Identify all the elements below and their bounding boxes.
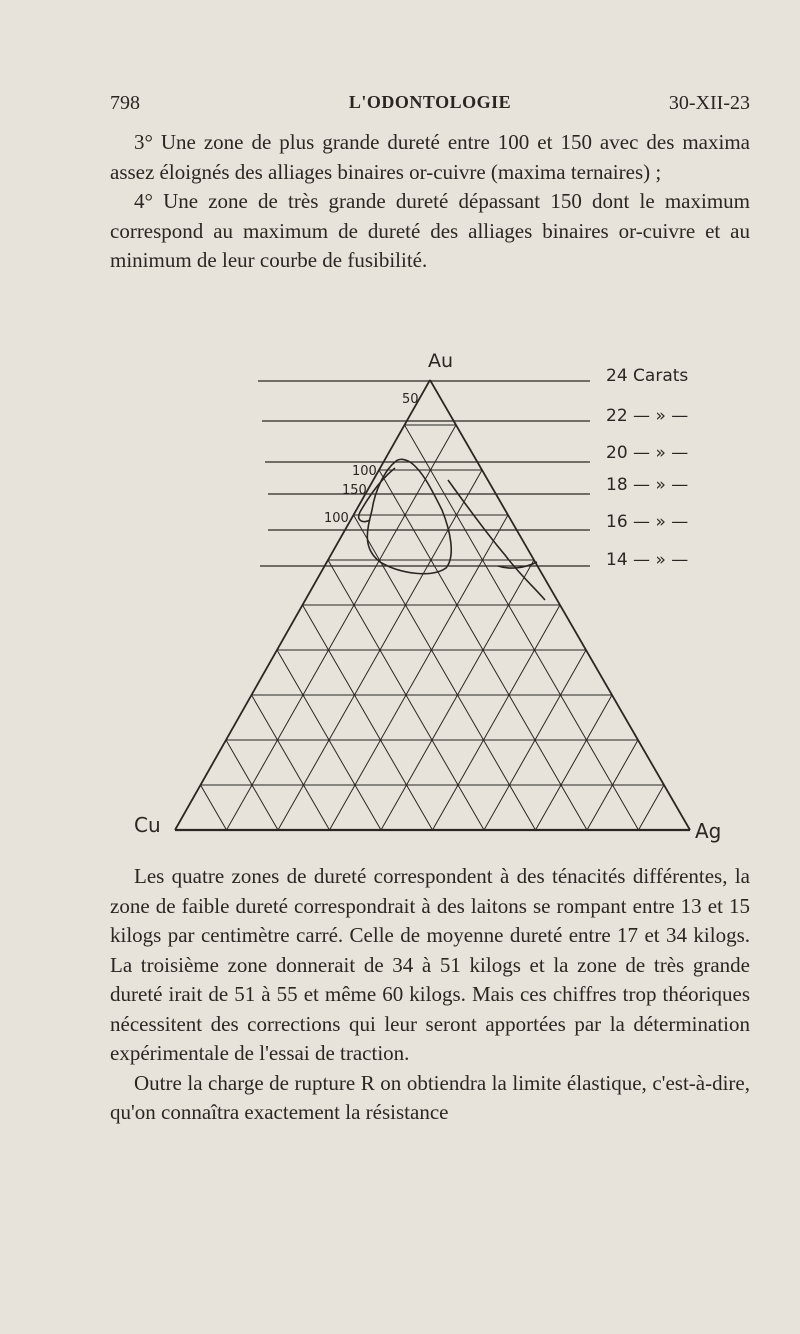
- page-number: 798: [110, 92, 140, 114]
- zone-boundary-100: [367, 459, 451, 573]
- running-title: L'ODONTOLOGIE: [348, 92, 512, 112]
- grid-line-diagonal: [252, 695, 330, 830]
- max-hardness-curve: [448, 480, 545, 600]
- carat-label-16: 16 — » —: [606, 512, 689, 532]
- carat-label-18: 18 — » —: [606, 475, 689, 495]
- issue-date: 30-XII-23: [668, 92, 750, 114]
- paragraph-elastic-limit: Outre la charge de rupture R on obtiendra la limite élastique, c'est-à-dire, qu'on connaîtra exactement la résistance: [110, 1070, 750, 1124]
- grid-line-diagonal: [405, 425, 639, 830]
- vertex-label-ag: Ag: [695, 819, 722, 843]
- carat-label-14: 14 — » —: [606, 550, 689, 570]
- carat-label-20: 20 — » —: [606, 443, 689, 463]
- grid-line-diagonal: [536, 695, 613, 830]
- carat-lines: [258, 381, 590, 566]
- grid-line-diagonal: [433, 605, 561, 830]
- hardness-label-50: 50: [402, 392, 419, 407]
- bottom-text-block: [110, 862, 750, 1128]
- carat-label-24: 24 Carats: [606, 366, 689, 386]
- hardness-label-100-outer: 100: [324, 511, 349, 526]
- carat-label-22: 22 — » —: [606, 406, 689, 426]
- paragraph-zone-3: 3° Une zone de plus grande dureté entre 100 et 150 avec des maxima assez éloignés des alliages binaires or-cuivre (maxima ternaires) ;: [110, 130, 750, 184]
- grid-line-diagonal: [303, 605, 433, 830]
- grid-line-diagonal: [639, 785, 665, 830]
- hardness-label-100: 100: [352, 464, 377, 479]
- grid-line-diagonal: [330, 515, 509, 830]
- grid-line-diagonal: [201, 785, 227, 830]
- paragraph-zone-4: 4° Une zone de très grande dureté dépassant 150 dont le maximum correspond au maximum de dureté des alliages binaires or-cuivre et au minimum de leur courbe de fusibilité.: [110, 189, 750, 272]
- vertex-label-cu: Cu: [134, 813, 161, 837]
- lower-curve: [498, 562, 537, 568]
- paragraph-tenacity: Les quatre zones de dureté correspondent à des ténacités différentes, la zone de faible dureté correspondrait à des laitons se rompant entre 13 et 15 kilogs par centimètre carré. Celle de moyenne dureté entre 17 et 34 kilogs. La troisième zone donnerait de 34 à 51 kilogs et la zone de très grande dureté irait de 51 à 55 et même 60 kilogs. Mais ces chiffres trop théoriques nécessitent des corrections qui leur seront apportées par la détermination expérimentale de l'essai de traction.: [110, 864, 750, 1065]
- hardness-label-150: 150: [342, 483, 367, 498]
- apex-label-au: Au: [428, 350, 454, 372]
